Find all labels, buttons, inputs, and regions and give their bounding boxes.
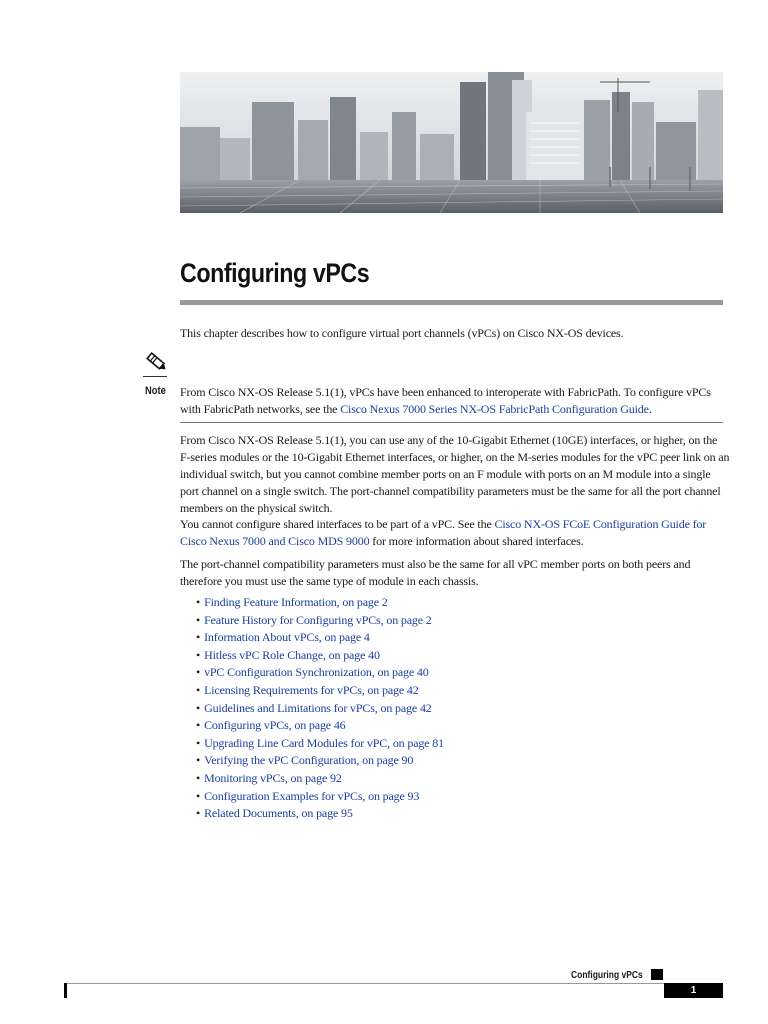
toc-item[interactable]: • Feature History for Configuring vPCs, on page 2 [196, 612, 432, 627]
footer-rule [64, 983, 664, 984]
toc-item[interactable]: • Monitoring vPCs, on page 92 [196, 770, 342, 785]
note-separator [180, 422, 723, 423]
fabricpath-guide-link[interactable]: Cisco Nexus 7000 Series NX-OS FabricPath Configuration Guide [340, 402, 649, 416]
toc-link[interactable]: Feature History for Configuring vPCs, on page 2 [204, 612, 432, 627]
toc-item[interactable]: • Finding Feature Information, on page 2 [196, 595, 388, 609]
toc-item[interactable]: • Configuring vPCs, on page 46 [196, 718, 346, 733]
toc-link[interactable]: Guidelines and Limitations for vPCs, on page 42 [204, 700, 432, 715]
toc-item[interactable]: • vPC Configuration Synchronization, on page 40 [196, 665, 429, 680]
toc-item[interactable]: • Upgrading Line Card Modules for vPC, on page 81 [196, 735, 444, 750]
intro-paragraph: This chapter describes how to configure virtual port channels (vPCs) on Cisco NX-OS devices. [180, 326, 624, 340]
footer-marker [651, 969, 663, 980]
pencil-icon [143, 350, 169, 374]
toc-link[interactable]: Information About vPCs, on page 4 [204, 630, 370, 645]
toc-link[interactable]: Configuring vPCs, on page 46 [204, 718, 346, 733]
toc-link[interactable]: Hitless vPC Role Change, on page 40 [204, 647, 380, 662]
note-text [180, 384, 730, 418]
banner-image [180, 72, 723, 213]
paragraph-f-series: From Cisco NX-OS Release 5.1(1), you can use any of the 10-Gigabit Ethernet (10GE) interfaces, or higher, on the F-series modules or the 10-Gigabit Ethernet interfaces, or higher, on the M-series modules for the vPC peer link on an individual switch, but you cannot combine member ports on an F module with ports on an M module into a single port channel on a single switch. The port-channel compatibility parameters must be the same for all the port channel members on the physical switch. [180, 433, 730, 515]
toc-link[interactable]: Upgrading Line Card Modules for vPC, on page 81 [204, 735, 444, 750]
toc-item[interactable]: • Licensing Requirements for vPCs, on page 42 [196, 682, 419, 697]
para2-text-after: for more information about shared interfaces. [369, 534, 584, 548]
footer-tick [64, 983, 67, 998]
note-label: Note [145, 385, 166, 397]
toc-link[interactable]: Related Documents, on page 95 [204, 806, 353, 821]
toc-item[interactable]: • Verifying the vPC Configuration, on page 90 [196, 753, 414, 768]
note-text-after: . [648, 402, 652, 416]
footer-chapter-label: Configuring vPCs [571, 970, 643, 981]
toc-item[interactable]: • Related Documents, on page 95 [196, 806, 353, 821]
note-rule [143, 376, 167, 377]
toc-item[interactable]: • Configuration Examples for vPCs, on page 93 [196, 788, 420, 803]
toc-link[interactable]: vPC Configuration Synchronization, on page 40 [204, 665, 429, 680]
toc-link[interactable]: Finding Feature Information, on page 2 [204, 595, 388, 609]
paragraph-shared-interfaces [180, 516, 730, 550]
toc-link[interactable]: Configuration Examples for vPCs, on page 93 [204, 788, 420, 803]
city-skyline-photo [180, 72, 723, 213]
para2-text-before: You cannot configure shared interfaces to be part of a vPC. See the [180, 517, 495, 531]
page-title: Configuring vPCs [180, 258, 370, 288]
toc-item[interactable]: • Information About vPCs, on page 4 [196, 630, 370, 645]
toc-item[interactable]: • Guidelines and Limitations for vPCs, on page 42 [196, 700, 432, 715]
note-text-before: From Cisco NX-OS Release 5.1(1), vPCs have been enhanced to interoperate with FabricPath. To configure vPCs with FabricPath networks, see the [180, 385, 711, 416]
toc-link[interactable]: Licensing Requirements for vPCs, on page 42 [204, 682, 419, 697]
paragraph-compatibility: The port-channel compatibility parameters must also be the same for all vPC member ports on both peers and therefore you must use the same type of module in each chassis. [180, 557, 691, 588]
toc-item[interactable]: • Hitless vPC Role Change, on page 40 [196, 647, 380, 662]
chapter-toc-list [196, 594, 444, 823]
title-rule [180, 300, 723, 305]
page-number: 1 [664, 983, 723, 998]
toc-link[interactable]: Monitoring vPCs, on page 92 [204, 770, 342, 785]
fcoe-guide-link[interactable]: Cisco NX-OS FCoE Configuration Guide for Cisco Nexus 7000 and Cisco MDS 9000 [180, 517, 707, 548]
toc-link[interactable]: Verifying the vPC Configuration, on page 90 [204, 753, 414, 768]
